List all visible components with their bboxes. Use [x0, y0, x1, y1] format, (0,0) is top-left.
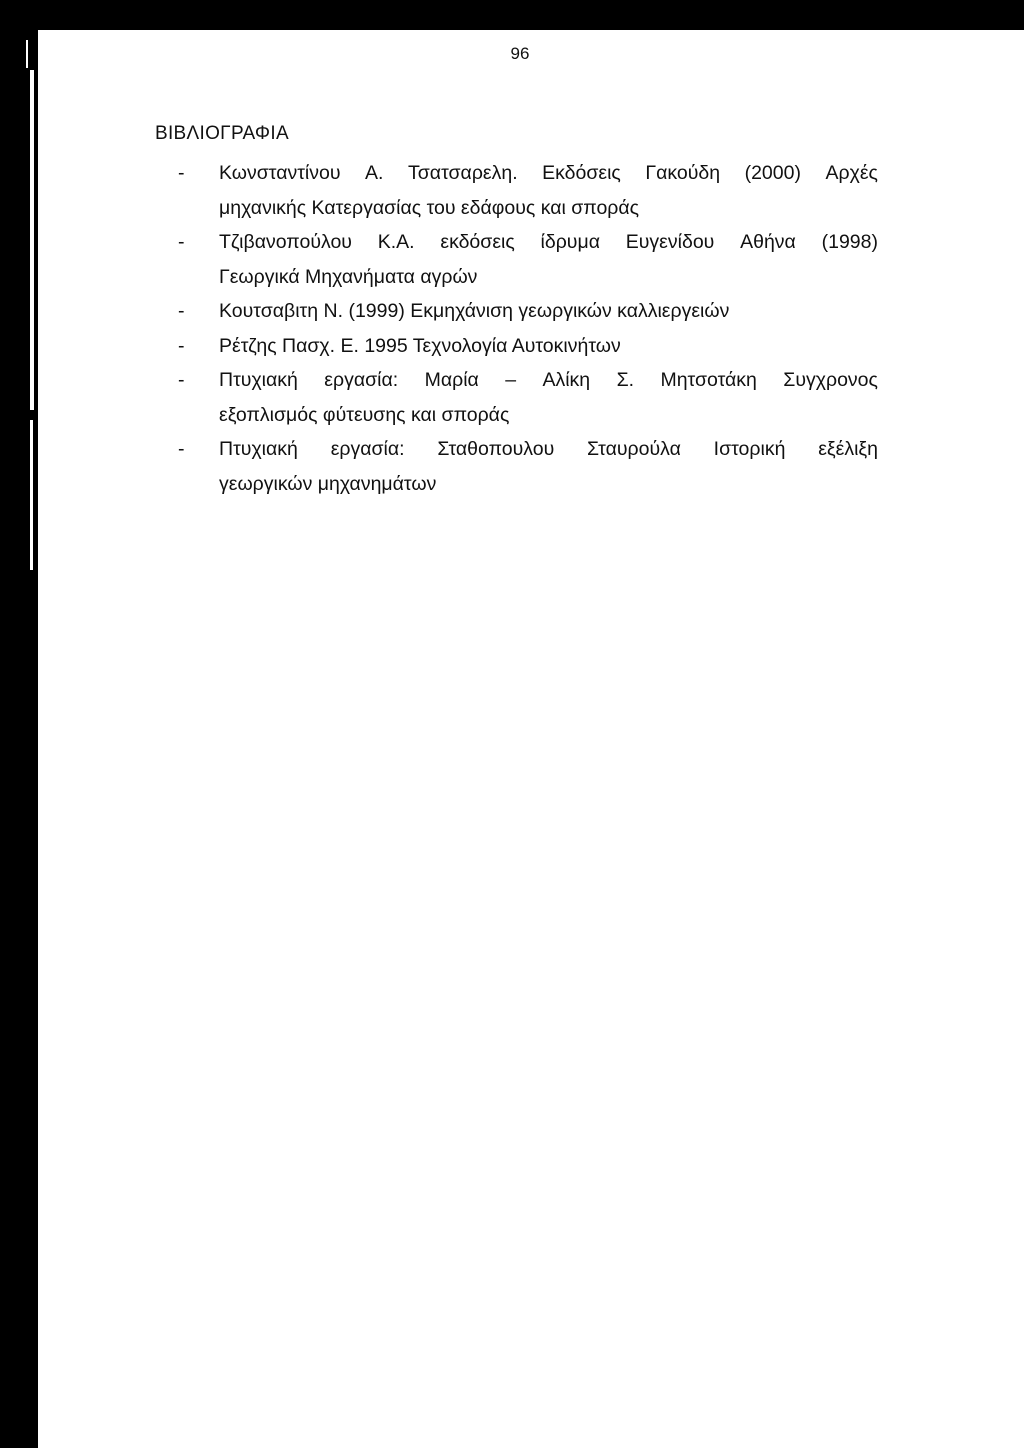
word: Μητσοτάκη: [660, 369, 757, 391]
reference-list: [178, 156, 878, 501]
reference-6-first-line: [219, 432, 878, 467]
list-dash: -: [178, 300, 185, 322]
word: Α.: [365, 162, 384, 184]
word: Συγχρονος: [783, 369, 878, 391]
reference-6-continuation: γεωργικών μηχανημάτων: [219, 472, 437, 495]
word: Σταθοπουλου: [437, 438, 555, 460]
reference-2-first-line: [219, 225, 878, 260]
list-dash: -: [178, 231, 185, 253]
list-dash: -: [178, 438, 185, 460]
reference-line: [178, 329, 878, 364]
reference-line: [178, 467, 878, 502]
list-dash: -: [178, 162, 185, 184]
scan-border-strip: [30, 420, 33, 570]
reference-5-first-line: [219, 363, 878, 398]
word: Αρχές: [825, 162, 878, 184]
reference-line: [178, 260, 878, 295]
word: Σταυρούλα: [587, 438, 681, 460]
reference-line: [178, 432, 878, 467]
list-dash: -: [178, 334, 185, 357]
reference-line: [178, 156, 878, 191]
word: –: [505, 369, 517, 391]
word: Μαρία: [424, 369, 479, 391]
word: Ιστορική: [713, 438, 786, 460]
word: ίδρυμα: [540, 231, 600, 253]
word: εργασία:: [330, 438, 405, 460]
reference-3-text: Κουτσαβιτη Ν. (1999) Εκμηχάνιση γεωργικών καλλιεργειών: [219, 300, 730, 322]
word: εργασία:: [324, 369, 399, 391]
word: Γακούδη: [645, 162, 721, 184]
word: Πτυχιακή: [219, 438, 298, 460]
reference-line: [178, 294, 878, 329]
bibliography-heading: ΒΙΒΛΙΟΓΡΑΦΙΑ: [155, 123, 289, 144]
reference-1-continuation: μηχανικής Κατεργασίας του εδάφους και σποράς: [219, 196, 640, 219]
scan-border-strip: [30, 70, 34, 410]
word: Τσατσαρελη.: [408, 162, 518, 184]
word: εξέλιξη: [818, 438, 878, 460]
scan-border-strip: [26, 40, 28, 68]
word: (1998): [821, 231, 878, 253]
word: Αλίκη: [542, 369, 591, 391]
word: Εκδόσεις: [542, 162, 621, 184]
word: Κωνσταντίνου: [219, 162, 341, 184]
reference-4-text: Ρέτζης Πασχ. Ε. 1995 Τεχνολογία Αυτοκινήτων: [219, 334, 621, 357]
reference-line: [178, 363, 878, 398]
word: Κ.Α.: [377, 231, 415, 253]
reference-line: [178, 398, 878, 433]
reference-line: [178, 191, 878, 226]
reference-1-first-line: [219, 156, 878, 191]
word: Ευγενίδου: [625, 231, 715, 253]
word: Πτυχιακή: [219, 369, 298, 391]
word: (2000): [744, 162, 801, 184]
reference-line: [178, 225, 878, 260]
word: Τζιβανοπούλου: [219, 231, 352, 253]
page-number: 96: [510, 44, 530, 63]
word: Σ.: [616, 369, 635, 391]
reference-2-continuation: Γεωργικά Μηχανήματα αγρών: [219, 265, 478, 288]
word: εκδόσεις: [440, 231, 515, 253]
list-dash: -: [178, 369, 185, 391]
word: Αθήνα: [740, 231, 796, 253]
reference-5-continuation: εξοπλισμός φύτευσης και σποράς: [219, 403, 510, 426]
